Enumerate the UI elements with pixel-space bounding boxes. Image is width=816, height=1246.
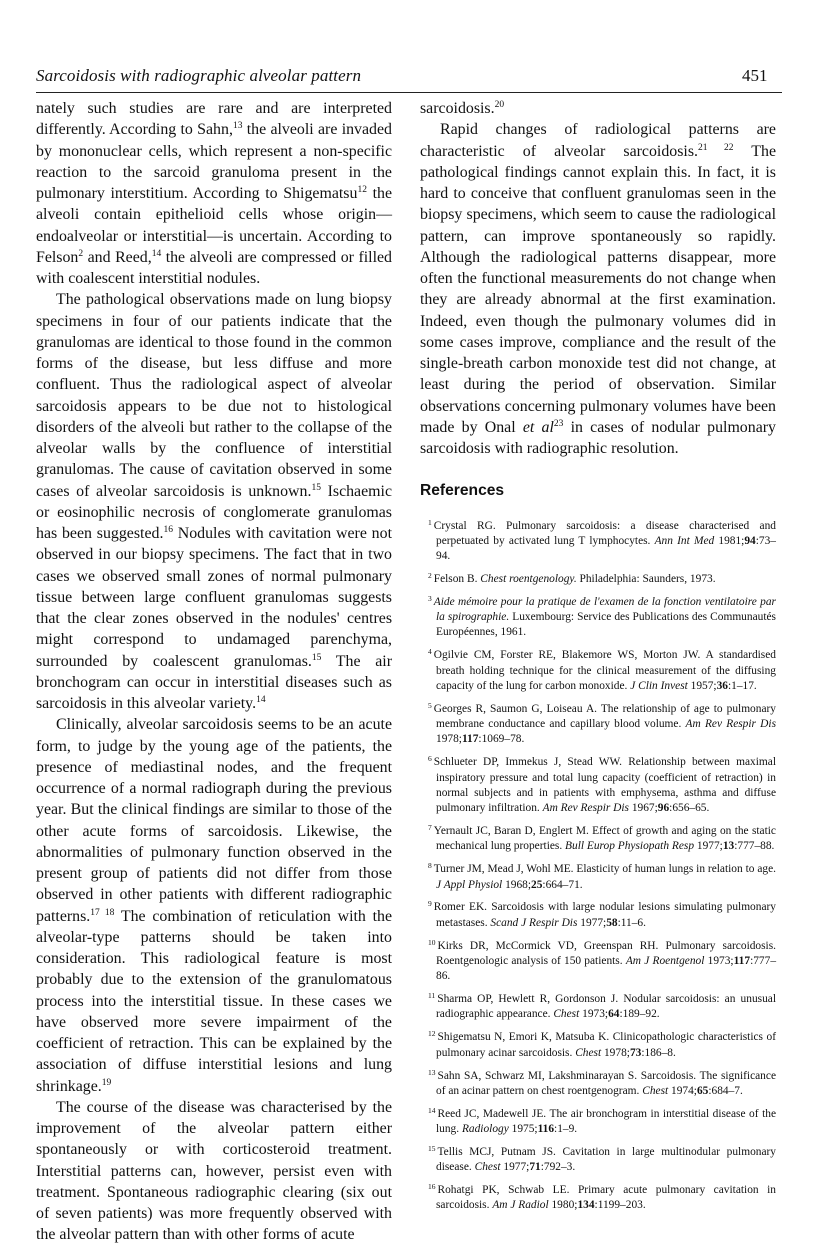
- reference-item: $^{13}$ Sahn SA, Schwarz MI, Lakshminarayan S. Sarcoidosis. The significance of an acinar pattern on chest roentgenogram. Chest 1974;65:684–7.: [428, 1067, 776, 1097]
- paragraph: Rapid changes of radiological patterns are characteristic of alveolar sarcoidosis.$^{21 22}$ The pathological findings cannot explain this. In fact, it is hard to conceive that confluent granulomas seen in the biopsy specimens, which seem to cause the radiological pattern, can improve spontaneously so rapidly. Although the radiological patterns disappear, more often the functional measurements do not change when they are already abnormal at the first examination. Indeed, even though the pulmonary volumes did in some cases improve, compliance and the result of the single-breath carbon monoxide test did not change, at least during the period of observation. Similar observations concerning pulmonary volumes have been made by Onal et $al^{23}$ in cases of nodular pulmonary sarcoidosis with radiographic resolution.: [420, 121, 776, 457]
- reference-item: $^{14}$ Reed JC, Madewell JE. The air bronchogram in interstitial disease of the lung. Radiology 1975;116:1–9.: [428, 1105, 776, 1136]
- paragraph: nately such studies are rare and are interpreted differently. According to Sahn,$^{13}$ the alveoli are invaded by mononuclear cells, which represent a non-specific reaction to the sarcoid granuloma present in the pulmonary interstitium. According to Shigematsu$^{12}$ the alveoli contain epithelioid cells whose origin—endoalveolar or interstitial—is uncertain. According to Felson$^2$ and Reed,$^{14}$ the alveoli are compressed or filled with coalescent interstitial nodules.: [36, 100, 393, 287]
- reference-item: $^{11}$ Sharma OP, Hewlett R, Gordonson J. Nodular sarcoidosis: an unusual radiographic appearance. Chest 1973;64:189–92.: [428, 991, 776, 1021]
- reference-item: $^6$ Schlueter DP, Immekus J, Stead WW. Relationship between maximal inspiratory pressure and total lung capacity (coefficient of retraction) in normal subjects and in patients with emphysema, asthma and diffuse pulmonary infiltration. Am Rev Respir Dis 1967;96:656–65.: [428, 754, 776, 815]
- reference-item: $^{16}$ Rohatgi PK, Schwab LE. Primary acute pulmonary cavitation in sarcoidosis. Am J Radiol 1980;134:1199–203.: [428, 1182, 776, 1212]
- reference-item: $^4$ Ogilvie CM, Forster RE, Blakemore WS, Morton JW. A standardised breath holding technique for the clinical measurement of the diffusing capacity of the lung for carbon monoxide. J Clin Invest 1957;36:1–17.: [428, 647, 776, 692]
- reference-item: $^{10}$ Kirks DR, McCormick VD, Greenspan RH. Pulmonary sarcoidosis. Roentgenologic analysis of 150 patients. Am J Roentgenol 1973;117:777–86.: [428, 937, 777, 983]
- reference-item: $^1$ Crystal RG. Pulmonary sarcoidosis: a disease characterised and perpetuated by activated lung T lymphocytes. Ann Int Med 1981;94:73–94.: [428, 517, 777, 563]
- paragraph: The pathological observations made on lung biopsy specimens in four of our patients indicate that the granulomas are identical to those found in the common forms of the disease, but less diffuse and more confluent. Thus the radiological aspect of alveolar sarcoidosis appears to be due not to histological disorders of the alveoli but rather to the collapse of the alveolar walls by the confluence of interstitial granulomas. The cause of cavitation observed in some cases of alveolar sarcoidosis is unknown.$^{15}$ Ischaemic or eosinophilic necrosis of conglomerate granulomas has been suggested.$^{16}$ Nodules with cavitation were not observed in our biopsy specimens. The fact that in two cases we observed small zones of normal pulmonary tissue between large confluent granulomas suggests that the clear zones observed in the nodules' centres might correspond to undamaged parenchyma, surrounded by coalescent granulomas.$^{15}$ The air bronchogram can occur in interstitial diseases such as sarcoidosis in this alveolar variety.$^{14}$: [36, 291, 392, 712]
- paragraph: Clinically, alveolar sarcoidosis seems to be an acute form, to judge by the young age of the patients, the presence of mediastinal nodes, and the frequent occurrence of a normal radiograph during the previous year. But the clinical findings are similar to those of the other acute forms of sarcoidosis. Likewise, the abnormalities of pulmonary function observed in the present group of patients did not differ from those observed in other patients with different radiographic patterns.$^{17 18}$ The combination of reticulation with the alveolar-type patterns should be taken into consideration. This radiological feature is most probably due to the extension of the granulomatous process into the interstitial tissue. In these cases we have observed more severe impairment of the coefficient of retraction. This can be explained by the association of diffuse interstitial lesions and lung shrinkage.$^{19}$: [36, 716, 392, 1095]
- paragraph: sarcoidosis.$^{20}$: [420, 100, 505, 117]
- references-heading: References: [420, 482, 505, 500]
- references-list: [420, 519, 776, 1214]
- header-rule: [36, 92, 782, 93]
- reference-item: $^{15}$ Tellis MCJ, Putnam JS. Cavitation in large multinodular pulmonary disease. Chest 1977;71:792–3.: [428, 1143, 776, 1174]
- right-column: [420, 98, 776, 1221]
- page-number: 451: [742, 66, 768, 85]
- reference-item: $^3$ Aide mémoire pour la pratique de l'examen de la fonction ventilatoire par la spirographie. Luxembourg: Service des Publications des Communautés Européennes, 1961.: [428, 593, 776, 639]
- reference-item: $^7$ Yernault JC, Baran D, Englert M. Effect of growth and aging on the static mechanical lung properties. Bull Europ Physiopath Resp 1977;13:777–88.: [428, 823, 776, 853]
- reference-item: $^9$ Romer EK. Sarcoidosis with large nodular lesions simulating pulmonary metastases. Scand J Respir Dis 1977;58:11–6.: [428, 899, 776, 929]
- running-title: Sarcoidosis with radiographic alveolar pattern: [36, 66, 362, 85]
- reference-item: $^5$ Georges R, Saumon G, Loiseau A. The relationship of age to pulmonary membrane conductance and capillary blood volume. Am Rev Respir Dis 1978;117:1069–78.: [428, 700, 777, 746]
- reference-item: $^2$ Felson B. Chest roentgenology. Philadelphia: Saunders, 1973.: [428, 570, 716, 585]
- paragraph: The course of the disease was characterised by the improvement of the alveolar pattern either spontaneously or with corticosteroid treatment. Interstitial patterns can, however, persist even with treatment. Spontaneous radiographic clearing (six out of seven patients) was more frequently observed with the alveolar pattern than with other forms of acute: [36, 1098, 392, 1244]
- reference-item: $^8$ Turner JM, Mead J, Wohl ME. Elasticity of human lungs in relation to age. J Appl Physiol 1968;25:664–71.: [428, 861, 776, 891]
- reference-item: $^{12}$ Shigematsu N, Emori K, Matsuba K. Clinicopathologic characteristics of pulmonary acinar sarcoidosis. Chest 1978;73:186–8.: [428, 1029, 776, 1059]
- left-column: [36, 98, 392, 1246]
